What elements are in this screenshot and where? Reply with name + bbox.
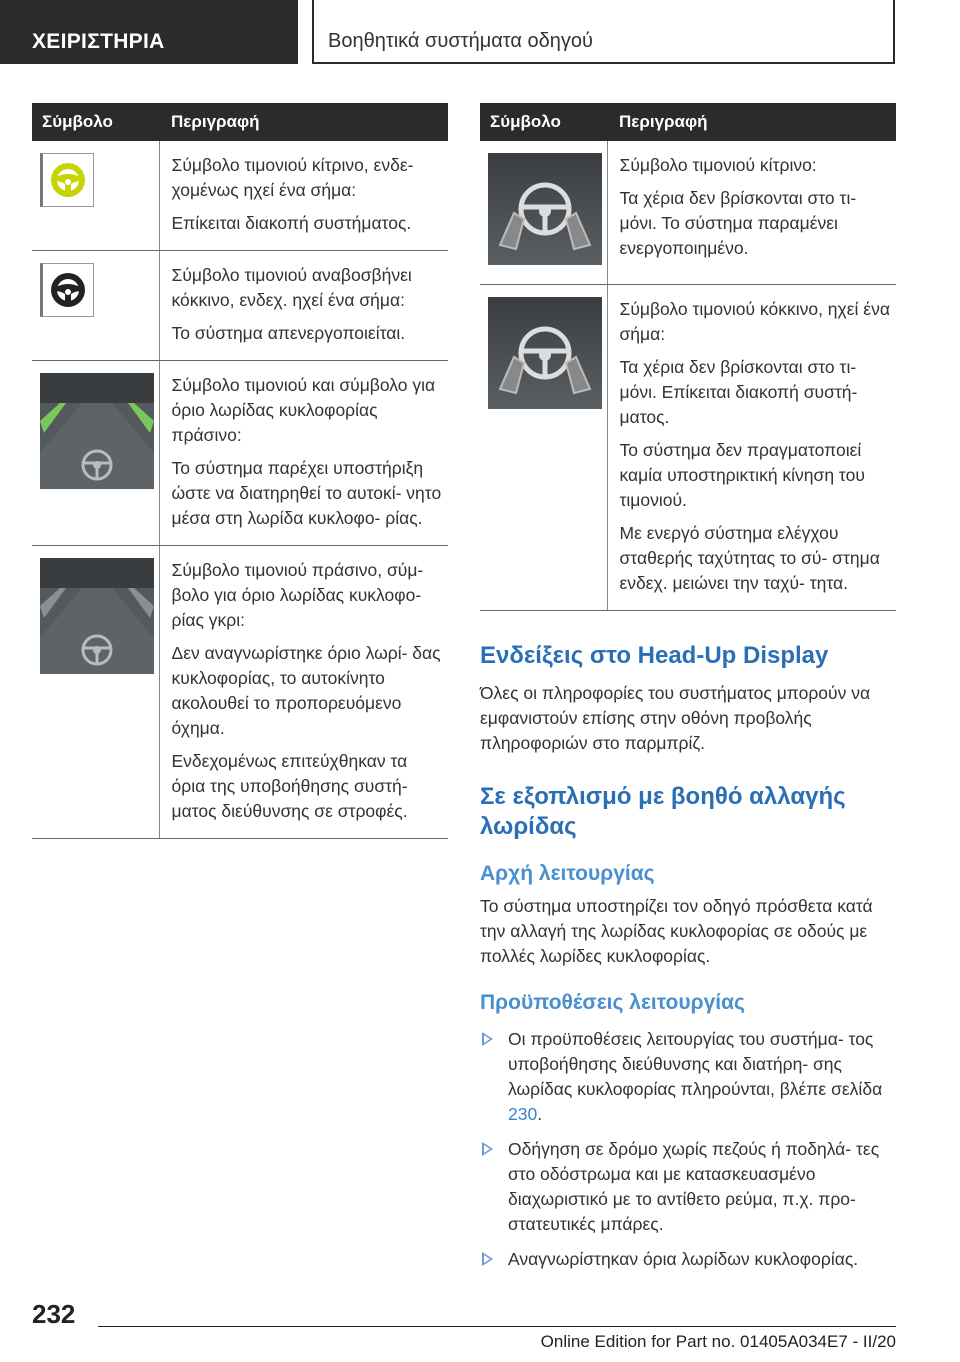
page-number: 232 [32,1299,76,1329]
hud-section [480,641,896,756]
table-row [480,141,896,285]
list-item: Αναγνωρίστηκαν όρια λωρίδων κυκλοφορίας. [480,1247,896,1272]
row-text: Σύμβολο τιμονιού και σύμβολο για όριο λωρίδας κυκλοφορίας πράσινο: [171,375,436,445]
column-header-description: Περιγραφή [159,103,448,141]
steering-wheel-red-icon [40,263,94,317]
lane-change-section [480,782,896,1272]
chapter-title: Βοηθητικά συστήματα οδηγού [312,0,895,64]
edition-text: Online Edition for Part no. 01405A034E7 - II/20 [540,1332,896,1351]
table-row [32,251,448,361]
principle-text: Το σύστημα υποστηρίζει τον οδηγό πρόσθετα κατά την αλλαγή της λωρίδας κυκλοφορίας σε οδούς με πολλές λωρίδες κυκλοφορίας. [480,896,873,966]
hud-text: Όλες οι πληροφορίες του συστήματος μπορούν να εμφανιστούν επίσης στην οθόνη προβολής πληροφοριών στο παρμπρίζ. [480,683,871,753]
row-text: Το σύστημα παρέχει υποστήριξη ώστε να διατηρηθεί το αυτοκί- νητο μέσα στη λωρίδα κυκλοφο- ρίας. [171,458,442,528]
lane-change-heading: Σε εξοπλισμό με βοηθό αλλαγής λωρίδας [480,783,846,840]
table-row [32,141,448,251]
row-text: Τα χέρια δεν βρίσκονται στο τι- μόνι. Το σύστημα παραμένει ενεργοποιημένο. [619,188,857,258]
prereq-heading: Προϋποθέσεις λειτουργίας [480,991,745,1014]
list-item: Οι προϋποθέσεις λειτουργίας του συστήμα- τος υποβοήθησης διεύθυνσης και διατήρη- σης λωρίδας κυκλοφορίας πληρούνται, βλέπε σελίδα 230. [480,1027,896,1127]
row-text: Ενδεχομένως επιτεύχθηκαν τα όρια της υποβοήθησης συστή- ματος διεύθυνσης σε στροφές. [171,751,408,821]
column-header-symbol: Σύμβολο [480,103,607,141]
hud-heading: Ενδείξεις στο Head-Up Display [480,642,829,669]
row-text: Σύμβολο τιμονιού κίτρινο, ενδε- χομένως ηχεί ένα σήμα: [171,155,414,200]
footer-divider [98,1326,896,1327]
table-row [32,361,448,546]
lane-grey-display [40,558,154,679]
row-text: Σύμβολο τιμονιού κόκκινο, ηχεί ένα σήμα: [619,299,890,344]
row-text: Το σύστημα δεν πραγματοποιεί καμία υποστηρικτική κίνηση του τιμονιού. [619,440,865,510]
row-text: Τα χέρια δεν βρίσκονται στο τι- μόνι. Επίκειται διακοπή συστή- ματος. [619,357,858,427]
column-header-symbol: Σύμβολο [32,103,159,141]
table-row [480,285,896,611]
section-tab: ΧΕΙΡΙΣΤΗΡΙΑ [0,0,298,64]
principle-heading: Αρχή λειτουργίας [480,862,655,885]
row-text: Με ενεργό σύστημα ελέγχου σταθερής ταχύτητας το σύ- στημα ενδεχ. μειώνει την ταχύ- τητα. [619,523,880,593]
row-text: Σύμβολο τιμονιού πράσινο, σύμ- βολο για όριο λωρίδας κυκλοφο- ρίας γκρι: [171,560,424,630]
hands-on-wheel-red-display [488,297,602,414]
left-symbol-table [32,103,448,839]
row-text: Δεν αναγνωρίστηκε όριο λωρί- δας κυκλοφορίας, το αυτοκίνητο ακολουθεί το προπορευόμενο όχημα. [171,643,441,738]
page-link[interactable]: 230 [508,1104,538,1124]
table-row [32,546,448,839]
triangle-bullet-icon [482,1142,493,1156]
lane-green-display [40,373,154,494]
column-header-description: Περιγραφή [607,103,896,141]
triangle-bullet-icon [482,1252,493,1266]
row-text: Σύμβολο τιμονιού κίτρινο: [619,155,817,175]
prereq-list [480,1027,896,1272]
right-symbol-table [480,103,896,611]
row-text: Το σύστημα απενεργοποιείται. [171,323,406,343]
list-item: Οδήγηση σε δρόμο χωρίς πεζούς ή ποδηλά- τες στο οδόστρωμα και με κατασκευασμένο διαχωριστικό με το αντίθετο ρεύμα, π.χ. προ- στατευτικές μπάρες. [480,1137,896,1237]
row-text: Επίκειται διακοπή συστήματος. [171,213,412,233]
row-text: Σύμβολο τιμονιού αναβοσβήνει κόκκινο, ενδεχ. ηχεί ένα σήμα: [171,265,412,310]
triangle-bullet-icon [482,1032,493,1046]
steering-wheel-yellow-icon [40,153,94,207]
hands-on-wheel-yellow-display [488,153,602,270]
page-header [0,0,960,64]
right-column [480,103,896,1282]
